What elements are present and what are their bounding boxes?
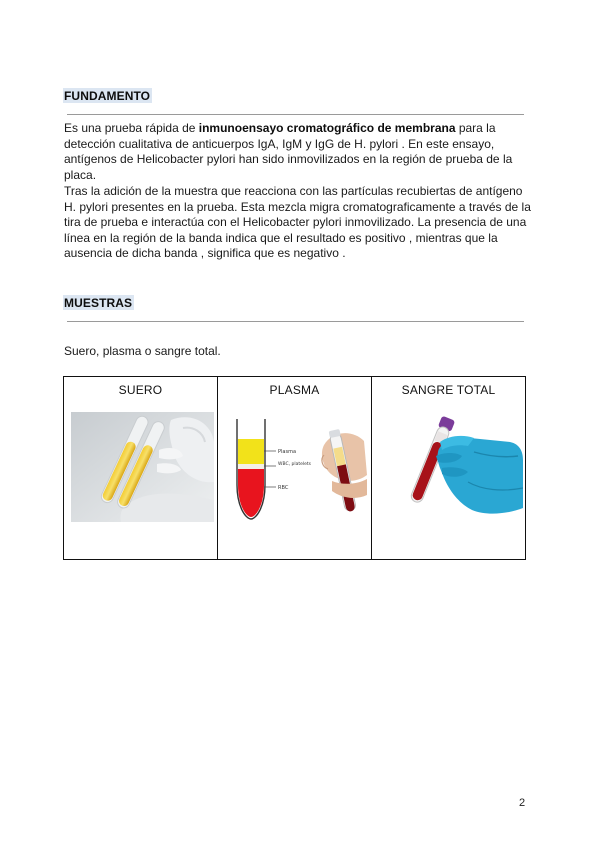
plasma-separation-diagram [224,415,367,525]
diagram-label-rbc: RBC [278,485,289,491]
paragraph-bold-text: inmunoensayo cromatográfico de membrana [198,121,456,135]
column-label-sangre-total: SANGRE TOTAL [401,383,496,397]
paragraph-text: para la detección cualitativa de anticuerpos IgA, IgM y IgG de H. pylori . En este ensayo, antígenos de Helicobacter pylori han sido inmovilizados en la región de prueba de la placa. [64,121,513,182]
samples-cell-plasma [218,377,372,560]
samples-cell-sangre-total [372,377,526,560]
fundamento-paragraph-2: Tras la adición de la muestra que reacciona con las partículas recubiertas de antígeno H. pylori presentes en la prueba. Esta mezcla migra cromatograficamente a través de la tira de prueba e interactúa con el Helicobacter pylori inmovilizado. La presencia de una línea en la región de la banda indica que el resultado es positivo , mientras que la ausencia de dicha banda , significa que es negativo . [64,184,531,261]
section-divider [67,114,524,115]
muestras-intro: Suero, plasma o sangre total. [64,344,221,358]
column-label-suero: SUERO [118,383,163,397]
page-number: 2 [519,797,526,809]
section-heading-fundamento: FUNDAMENTO [64,89,151,103]
samples-cell-suero [64,377,218,560]
serum-tubes-photo [71,412,214,522]
paragraph-text: Es una prueba rápida de [64,121,199,135]
whole-blood-tube-photo [378,412,523,522]
samples-table [63,376,526,560]
diagram-label-plasma: Plasma [278,449,297,455]
column-label-plasma: PLASMA [269,383,320,397]
fundamento-paragraph-1 [64,121,532,183]
diagram-label-buffy: WBC, platelets [278,462,311,467]
section-divider [67,321,524,322]
section-heading-muestras: MUESTRAS [64,296,133,310]
